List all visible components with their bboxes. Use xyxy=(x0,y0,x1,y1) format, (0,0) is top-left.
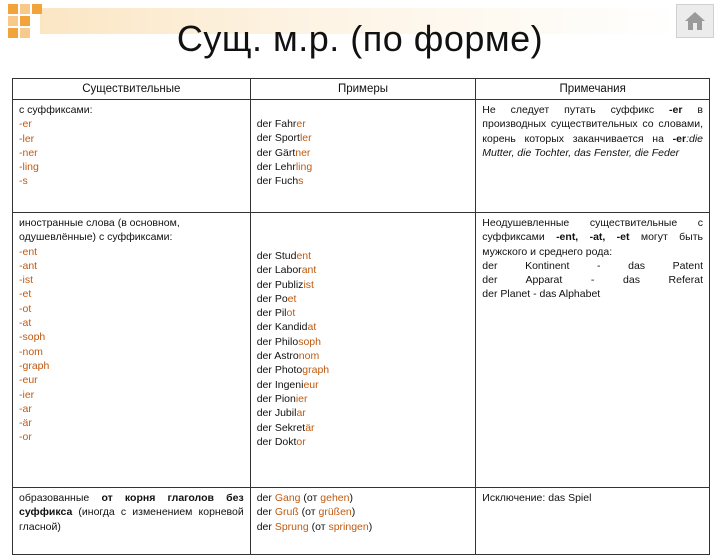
suffix-item: -ler xyxy=(19,132,35,145)
header-notes: Примечания xyxy=(476,79,710,100)
example-item: der Gärtner xyxy=(256,146,311,159)
notes-cell xyxy=(476,213,710,488)
example-item: der Lehrling xyxy=(256,160,313,173)
suffix-item: -ot xyxy=(19,302,32,315)
note-text: Не следует путать суффикс -er в производных существительных со словами, корень которых заканчивается на -er:die Mutter, die Tochter, das Fenster, die Feder xyxy=(482,104,704,159)
suffix-item: -or xyxy=(19,431,32,444)
nouns-intro: образованные от корня глаголов без суффикса (иногда с изменением корневой гласной) xyxy=(19,492,244,533)
grammar-table xyxy=(12,78,710,555)
suffix-item: -ling xyxy=(19,161,39,174)
nouns-cell xyxy=(13,100,251,213)
note-text: Неодушевленные существительные с суффиксами -ent, -at, -et могут быть мужского и среднего рода: xyxy=(482,217,704,258)
examples-cell xyxy=(250,213,476,488)
example-item: der Gang (от gehen) xyxy=(256,492,353,504)
example-item: der Pilot xyxy=(256,307,296,320)
suffix-item: -er xyxy=(19,118,32,131)
suffix-item: -ar xyxy=(19,402,32,415)
example-item: der Astronom xyxy=(256,350,320,363)
suffix-item: -soph xyxy=(19,331,46,344)
example-item: der Gruß (от grüßen) xyxy=(256,506,356,519)
suffix-item: -s xyxy=(19,175,28,188)
suffix-item: -ist xyxy=(19,274,33,287)
example-item: der Sekretär xyxy=(256,421,315,434)
example-item: der Laborant xyxy=(256,264,317,277)
example-item: der Fuchs xyxy=(256,175,304,188)
header-nouns: Существительные xyxy=(13,79,251,100)
example-item: der Student xyxy=(256,250,312,262)
suffix-item: -eur xyxy=(19,374,38,387)
note-example-line: der Apparat - das Referat xyxy=(482,274,703,287)
table-header-row xyxy=(13,79,710,100)
example-item: der Publizist xyxy=(256,278,314,291)
notes-cell xyxy=(476,488,710,555)
suffix-item: -at xyxy=(19,317,32,330)
decor-square xyxy=(20,4,30,14)
nouns-cell xyxy=(13,213,251,488)
suffix-item: -ner xyxy=(19,146,38,159)
notes-cell xyxy=(476,100,710,213)
example-item: der Ingenieur xyxy=(256,378,319,391)
suffix-item: -ent xyxy=(19,245,38,258)
suffix-item: -graph xyxy=(19,359,50,372)
example-item: der Fahrer xyxy=(256,118,306,130)
table-row xyxy=(13,100,710,213)
suffix-item: -ant xyxy=(19,259,38,272)
note-example-line: der Kontinent - das Patent xyxy=(482,259,703,272)
decor-square xyxy=(32,4,42,14)
example-item: der Jubilar xyxy=(256,407,306,420)
slide-title: Сущ. м.р. (по форме) xyxy=(176,18,544,59)
suffix-item: -et xyxy=(19,288,32,301)
example-item: der Philosoph xyxy=(256,335,321,348)
examples-cell xyxy=(250,488,476,555)
examples-cell xyxy=(250,100,476,213)
header-examples: Примеры xyxy=(250,79,476,100)
example-item: der Sportler xyxy=(256,132,312,145)
nouns-cell xyxy=(13,488,251,555)
note-example-line: der Planet - das Alphabet xyxy=(482,288,601,301)
note-text: Исключение: das Spiel xyxy=(482,492,592,504)
table-row xyxy=(13,213,710,488)
example-item: der Kandidat xyxy=(256,321,317,334)
example-item: der Poet xyxy=(256,292,297,305)
example-item: der Photograph xyxy=(256,364,330,377)
suffix-item: -är xyxy=(19,417,32,430)
nouns-intro: с суффиксами: xyxy=(19,104,93,116)
example-item: der Sprung (от springen) xyxy=(256,520,373,533)
example-item: der Pionier xyxy=(256,392,308,405)
suffix-item: -ier xyxy=(19,388,35,401)
table-row xyxy=(13,488,710,555)
decor-square xyxy=(8,4,18,14)
nouns-intro: иностранные слова (в основном, одушевлённые) с суффиксами: xyxy=(19,217,180,244)
example-item: der Doktor xyxy=(256,435,306,448)
suffix-item: -nom xyxy=(19,345,43,358)
